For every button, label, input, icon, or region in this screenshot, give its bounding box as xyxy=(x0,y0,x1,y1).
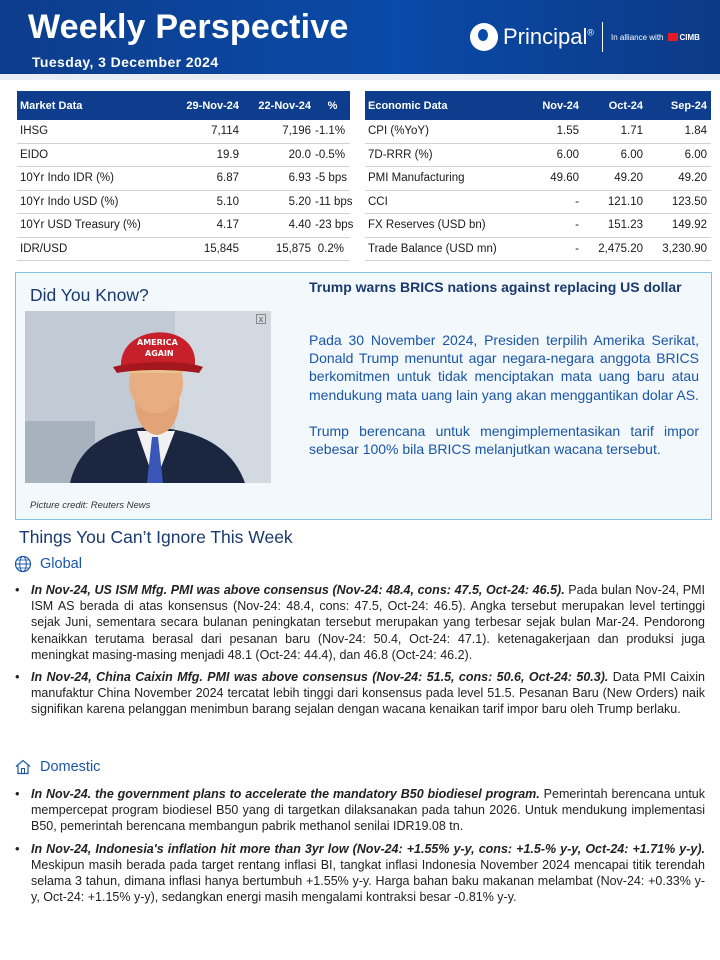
cap-text-2: AGAIN xyxy=(145,349,174,358)
trump-photo-illustration xyxy=(25,311,271,483)
table-row xyxy=(365,144,711,168)
domestic-label: Domestic xyxy=(40,759,101,775)
table-cell: 151.23 xyxy=(607,219,643,232)
domestic-subheading xyxy=(14,758,100,776)
table-cell: 49.60 xyxy=(550,172,579,185)
economic-table-header xyxy=(365,91,711,120)
photo-credit: Picture credit: Reuters News xyxy=(30,500,151,511)
table-cell: 1.84 xyxy=(684,125,707,138)
news-item-text: Meskipun masih berada pada target rentang inflasi BI, tangkat inflasi Indonesia November 2024 mencapai titik terendah selama 3 tahun, dimana inflasi hanya bertumbuh +1.55% y-y. Harga bahan baku makanan melambat (Nov-24: +0.33% y-y, Oct-24: +1.15% y-y), sedangkan energi masih mengalami kontraksi besar -0.81% y-y. xyxy=(31,857,705,905)
news-item xyxy=(13,786,705,835)
table-row xyxy=(17,214,354,238)
table-row xyxy=(17,167,350,191)
table-cell: EIDO xyxy=(20,148,49,161)
table-cell: - xyxy=(575,195,579,208)
table-cell: CPI (%YoY) xyxy=(368,125,429,138)
header-cell: 22-Nov-24 xyxy=(258,99,311,112)
table-cell: 1.55 xyxy=(556,125,579,138)
table-cell: CCI xyxy=(368,195,388,208)
table-cell: 121.10 xyxy=(607,195,643,208)
table-cell: 5.10 xyxy=(216,195,239,208)
table-cell: - xyxy=(575,242,579,255)
global-label: Global xyxy=(40,556,82,572)
table-cell: 7D-RRR (%) xyxy=(368,148,433,161)
header-cell: % xyxy=(327,99,338,112)
did-you-know-title: Did You Know? xyxy=(30,285,149,305)
table-row xyxy=(365,120,711,144)
news-item-text: Data PMI Caixin manufaktur China November 2024 tercatat lebih tinggi dari konsensus pada level 51.5. Pesanan Baru (New Orders) naik signifikan karena pelanggan menimbun barang sejalan dengan wacana kenaikan tarif impor baru oleh Trump berlaku. xyxy=(31,670,706,717)
news-item xyxy=(13,669,705,718)
logo-text: Principal® xyxy=(503,24,595,49)
header-cell: Sep-24 xyxy=(670,99,707,112)
home-icon xyxy=(14,758,32,776)
table-cell: -1.1% xyxy=(315,125,346,138)
table-cell: 6.00 xyxy=(684,148,707,161)
globe-icon xyxy=(14,555,32,573)
table-cell: Trade Balance (USD mn) xyxy=(368,242,497,255)
table-cell: 20.0 xyxy=(288,148,311,161)
cimb-text: CIMB xyxy=(679,32,700,42)
page-header xyxy=(0,0,720,74)
section-title: Things You Can’t Ignore This Week xyxy=(19,527,293,547)
table-row xyxy=(17,144,350,168)
table-cell: - xyxy=(575,219,579,232)
cap-text-1: AMERICA xyxy=(137,338,178,347)
did-you-know-box xyxy=(15,272,712,520)
table-cell: 49.20 xyxy=(614,172,643,185)
table-row xyxy=(365,167,711,191)
table-cell: 123.50 xyxy=(671,195,707,208)
table-row xyxy=(17,120,350,144)
table-cell: 10Yr Indo USD (%) xyxy=(20,195,119,208)
table-cell: 19.9 xyxy=(216,148,239,161)
news-item xyxy=(13,841,705,906)
news-photo xyxy=(25,311,271,483)
table-cell: 49.20 xyxy=(678,172,707,185)
header-cell: Market Data xyxy=(20,99,83,112)
table-cell: -5 bps xyxy=(315,172,347,185)
table-cell: -11 bps xyxy=(315,195,353,208)
table-cell: -23 bps xyxy=(315,219,354,232)
news-item-lead: In Nov-24, Indonesia's inflation hit more than 3yr low (Nov-24: +1.55% y-y, cons: +1.5-% y-y, Oct-24: +1.71% y-y). xyxy=(31,841,705,856)
news-item-lead: In Nov-24. the government plans to accelerate the mandatory B50 biodiesel program. xyxy=(31,787,540,801)
ad-close-icon[interactable]: x xyxy=(256,314,266,324)
header-divider xyxy=(0,74,720,80)
table-cell: IDR/USD xyxy=(20,242,68,255)
news-body xyxy=(309,331,699,476)
table-row xyxy=(17,238,350,262)
header-cell: Economic Data xyxy=(368,99,448,112)
table-cell: -0.5% xyxy=(315,148,346,161)
news-item-lead: In Nov-24, US ISM Mfg. PMI was above consensus (Nov-24: 48.4, cons: 47.5, Oct-24: 46.5). xyxy=(31,583,565,597)
table-cell: 15,875 xyxy=(275,242,311,255)
domestic-news-list xyxy=(13,786,705,911)
report-date: Tuesday, 3 December 2024 xyxy=(32,54,219,70)
table-cell: 6.00 xyxy=(556,148,579,161)
market-data-table xyxy=(17,91,354,261)
table-row xyxy=(17,191,353,215)
alliance-label: In alliance with CIMB xyxy=(611,32,700,42)
table-cell: 5.20 xyxy=(288,195,311,208)
table-cell: 10Yr Indo IDR (%) xyxy=(20,172,114,185)
economic-data-table xyxy=(365,91,711,261)
table-cell: 3,230.90 xyxy=(662,242,707,255)
news-paragraph: Trump berencana untuk mengimplementasikan tarif impor sebesar 100% bila BRICS melanjutkan wacana tersebut. xyxy=(309,422,699,458)
news-item xyxy=(13,582,705,663)
table-cell: 7,196 xyxy=(282,125,311,138)
global-subheading xyxy=(14,555,82,573)
principal-logo-icon xyxy=(470,23,498,51)
table-cell: PMI Manufacturing xyxy=(368,172,465,185)
page-title: Weekly Perspective xyxy=(28,8,349,46)
table-cell: 0.2% xyxy=(317,242,344,255)
table-cell: 149.92 xyxy=(671,219,707,232)
news-item-lead: In Nov-24, China Caixin Mfg. PMI was above consensus (Nov-24: 51.5, cons: 50.6, Oct-24: 50.3). xyxy=(31,670,609,685)
principal-logo xyxy=(470,22,700,52)
header-cell: Nov-24 xyxy=(542,99,579,112)
table-cell: FX Reserves (USD bn) xyxy=(368,219,486,232)
header-cell: 29-Nov-24 xyxy=(186,99,239,112)
table-cell: 2,475.20 xyxy=(598,242,643,255)
table-cell: 4.17 xyxy=(216,219,239,232)
table-cell: 6.87 xyxy=(216,172,239,185)
logo-divider xyxy=(602,22,603,52)
table-cell: 6.93 xyxy=(288,172,311,185)
table-cell: 6.00 xyxy=(620,148,643,161)
news-item-text: Pemerintah berencana untuk mempercepat program biodiesel B50 yang di targetkan dilaksanakan pada tahun 2026. Untuk mendukung implementasi B50, pemerintah berencana membangun pabrik methanol senilai IDR19.08 tn. xyxy=(31,787,705,834)
market-table-header xyxy=(17,91,350,120)
cimb-logo-icon xyxy=(668,33,678,41)
table-row xyxy=(365,238,711,262)
news-headline: Trump warns BRICS nations against replacing US dollar xyxy=(309,279,682,295)
table-cell: IHSG xyxy=(20,125,49,138)
news-paragraph: Pada 30 November 2024, Presiden terpilih Amerika Serikat, Donald Trump menuntut agar negara-negara anggota BRICS berkomitmen untuk tidak menciptakan mata uang baru atau mendukung mata uang lain yang akan menggantikan dolar AS. xyxy=(309,332,699,403)
table-cell: 10Yr USD Treasury (%) xyxy=(20,219,141,232)
table-cell: 7,114 xyxy=(211,125,239,138)
table-row xyxy=(365,214,711,238)
table-cell: 1.71 xyxy=(620,125,643,138)
table-cell: 15,845 xyxy=(203,242,239,255)
table-row xyxy=(365,191,711,215)
news-item-text: Pada bulan Nov-24, PMI ISM AS berada di atas konsensus (Nov-24: 48.4, cons: 47.5, Oct-24: 46.5). Angka tersebut merupakan level tertinggi sejak Juni, sementara secara bulanan peningkatan tersebut merupakan yang terbesar sejak bulan Mar-24. Pendorong kenaikkan terutama berasal dari pesanan baru (Nov-24: 50.4, Oct-24: 47.1). ketenagakerjaan dan produksi juga meningkat masing-masing menjadi 48.1 (Oct-24: 44.4), dan 46.8 (Oct-24: 46.2). xyxy=(31,583,705,662)
global-news-list xyxy=(13,582,705,724)
table-cell: 4.40 xyxy=(288,219,311,232)
header-cell: Oct-24 xyxy=(608,99,643,112)
